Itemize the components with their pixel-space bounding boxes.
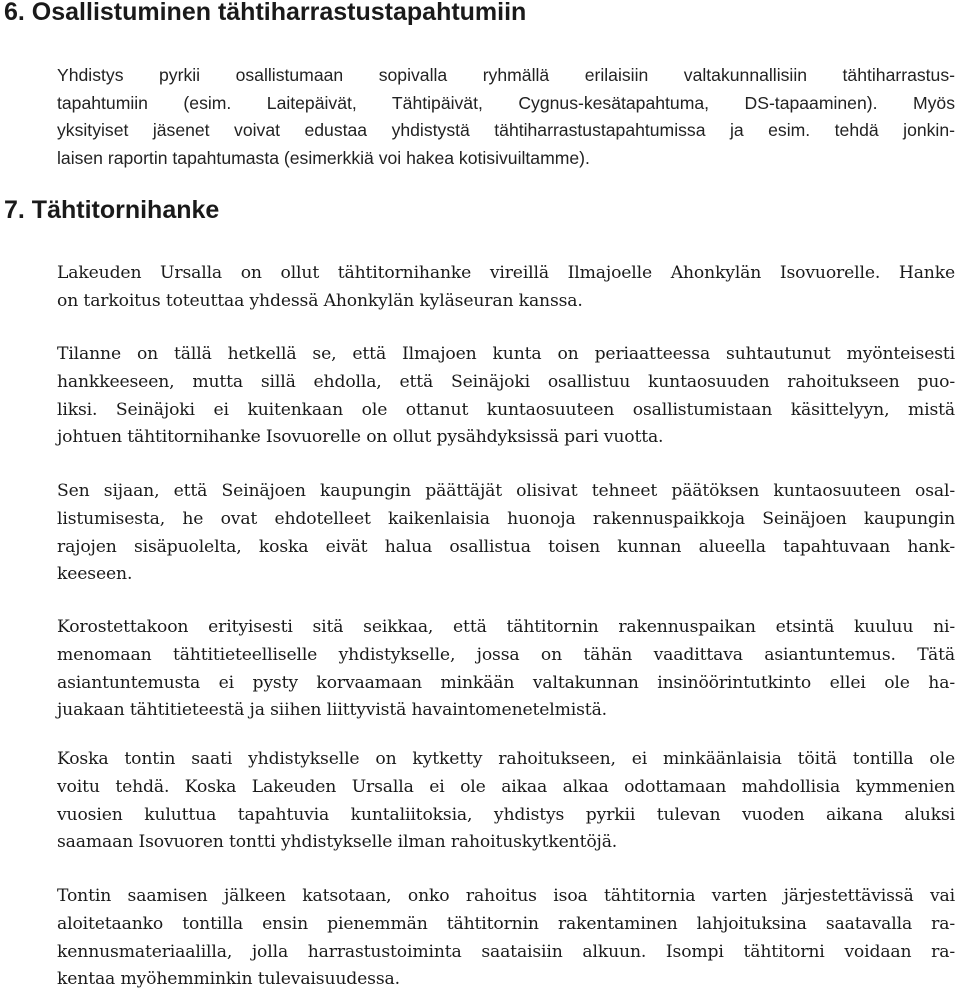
- text-line: Lakeuden Ursalla on ollut tähtitornihanke vireillä Ilmajoelle Ahonkylän Isovuorelle. Hanke: [57, 263, 955, 283]
- section-7-heading: 7. Tähtitornihanke: [4, 196, 220, 224]
- text-line: listumisesta, he ovat ehdotelleet kaikenlaisia huonoja rakennuspaikkoja Seinäjoen kaupungin: [57, 508, 955, 529]
- text-line: on tarkoitus toteuttaa yhdessä Ahonkylän kyläseuran kanssa.: [57, 290, 583, 311]
- text-line: kentaa myöhemminkin tulevaisuudessa.: [57, 969, 400, 990]
- text-line: asiantuntemusta ei pysty korvaamaan minkään valtakunnan insinöörintutkinto ellei ole ha-: [57, 672, 955, 693]
- text-line: kennusmateriaalilla, jolla harrastustoiminta saataisiin alkuun. Isompi tähtitorni voidaan ra-: [57, 941, 955, 962]
- text-line: voitu tehdä. Koska Lakeuden Ursalla ei ole aikaa alkaa odottamaan mahdollisia kymmenien: [57, 776, 955, 797]
- text-line: laisen raportin tapahtumasta (esimerkkiä voi hakea kotisivuiltamme).: [57, 147, 590, 168]
- text-line: liksi. Seinäjoki ei kuitenkaan ole ottanut kuntaosuuteen osallistumistaan käsittelyyn, mistä: [57, 399, 955, 420]
- text-line: yksityiset jäsenet voivat edustaa yhdistystä tähtiharrastustapahtumissa ja esim. tehdä jonkin-: [57, 120, 955, 141]
- text-line: Yhdistys pyrkii osallistumaan sopivalla ryhmällä erilaisiin valtakunnallisiin tähtiharrastus-: [57, 65, 955, 85]
- text-line: Tontin saamisen jälkeen katsotaan, onko rahoitus isoa tähtitornia varten järjestettävissä vai: [57, 886, 955, 906]
- text-line: keeseen.: [57, 564, 133, 585]
- text-line: tapahtumiin (esim. Laitepäivät, Tähtipäivät, Cygnus-kesätapahtuma, DS-tapaaminen). Myös: [57, 92, 955, 113]
- text-line: aloitetaanko tontilla ensin pienemmän tähtitornin rakentaminen lahjoituksina saatavalla ra-: [57, 913, 955, 934]
- section-7-paragraph-3: [57, 478, 955, 589]
- section-6-heading: 6. Osallistuminen tähtiharrastustapahtumiin: [4, 0, 527, 26]
- section-7-paragraph-4: [57, 614, 955, 725]
- text-line: menomaan tähtitieteelliselle yhdistykselle, jossa on tähän vaadittava asiantuntemus. Tätä: [57, 644, 955, 665]
- text-line: Sen sijaan, että Seinäjoen kaupungin päättäjät olisivat tehneet päätöksen kuntaosuuteen osal-: [57, 481, 955, 501]
- section-6-paragraph: [57, 62, 955, 172]
- text-line: johtuen tähtitornihanke Isovuorelle on ollut pysähdyksissä pari vuotta.: [57, 427, 664, 448]
- text-line: vuosien kuluttua tapahtuvia kuntaliitoksia, yhdistys pyrkii tulevan vuoden aikana aluksi: [57, 804, 955, 825]
- text-line: Tilanne on tällä hetkellä se, että Ilmajoen kunta on periaatteessa suhtautunut myönteisesti: [57, 344, 955, 364]
- text-line: Korostettakoon erityisesti sitä seikkaa, että tähtitornin rakennuspaikan etsintä kuuluu ni-: [57, 617, 955, 637]
- section-7-paragraph-5: [57, 746, 955, 857]
- text-line: hankkeeseen, mutta sillä ehdolla, että Seinäjoki osallistuu kuntaosuuden rahoitukseen puo-: [57, 371, 955, 392]
- text-line: Koska tontin saati yhdistykselle on kytketty rahoitukseen, ei minkäänlaisia töitä tontilla ole: [57, 749, 955, 769]
- section-7-paragraph-2: [57, 341, 955, 452]
- text-line: saamaan Isovuoren tontti yhdistykselle ilman rahoituskytkentöjä.: [57, 832, 618, 853]
- text-line: rajojen sisäpuolelta, koska eivät halua osallistua toisen kunnan alueella tapahtuvaan hank-: [57, 536, 955, 557]
- section-7-paragraph-1: [57, 260, 955, 316]
- section-7-paragraph-6: [57, 883, 955, 994]
- text-line: juakaan tähtitieteestä ja siihen liittyvistä havaintomenetelmistä.: [57, 700, 607, 721]
